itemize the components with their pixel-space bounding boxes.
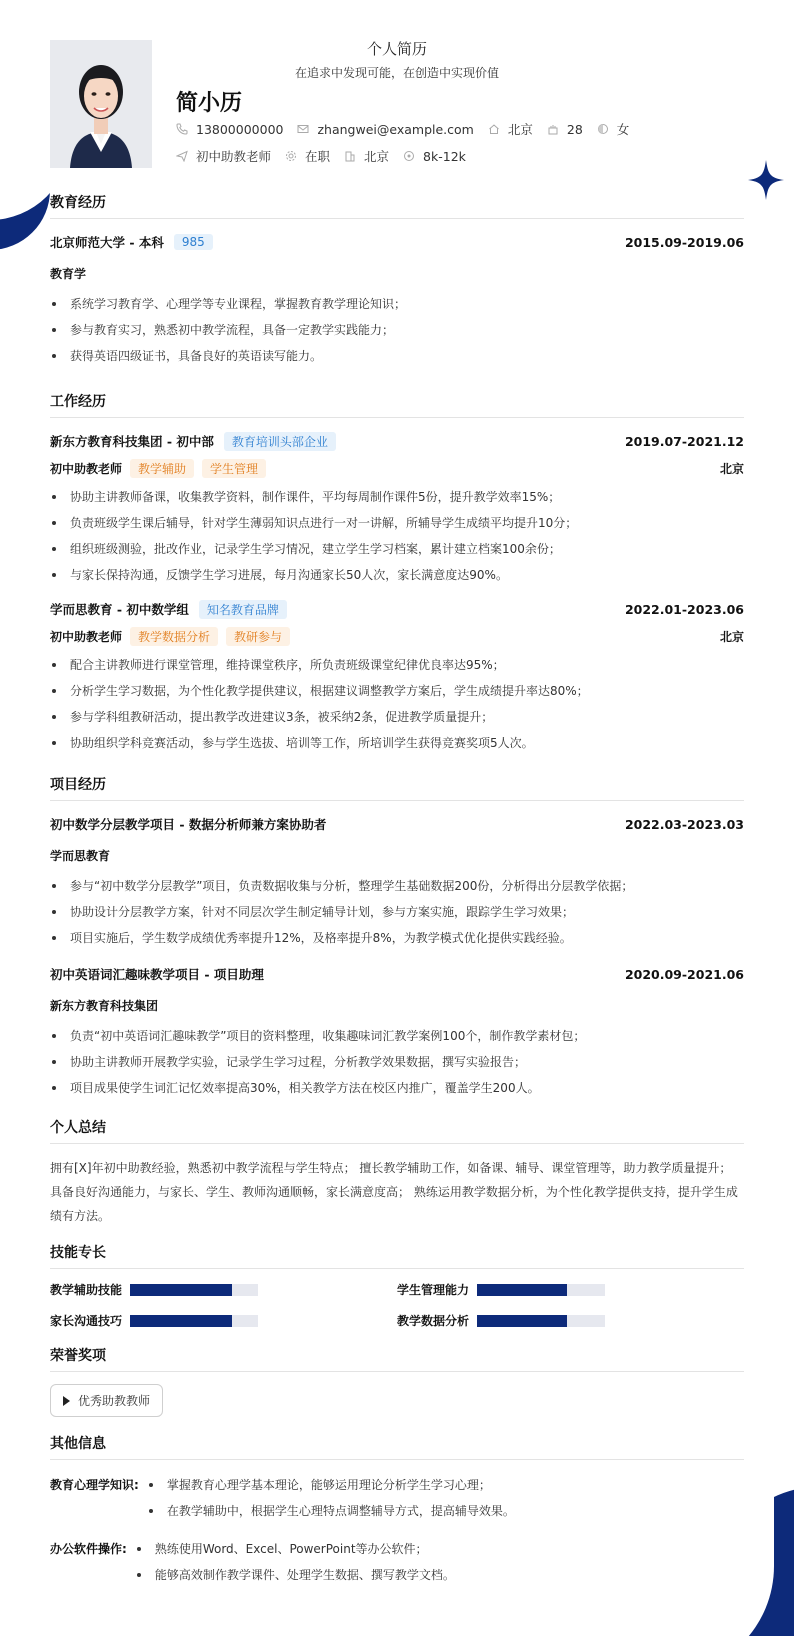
company-name: 学而思教育 - 初中数学组 (50, 602, 189, 617)
section-title: 项目经历 (50, 774, 744, 801)
project-entry (50, 963, 744, 1101)
resume-page (50, 28, 744, 1600)
entry-header (50, 231, 744, 253)
bullet-list (50, 1023, 744, 1101)
bullet-list (135, 1536, 455, 1588)
phone-icon (176, 123, 188, 135)
list-item: 系统学习教育学、心理学等专业课程，掌握教育教学理论知识； (50, 291, 744, 317)
company-tag: 知名教育品牌 (199, 600, 287, 619)
list-item: 负责“初中英语词汇趣味教学”项目的资料整理，收集趣味词汇教学案例100个，制作教学素材包； (50, 1023, 744, 1049)
other-info-block (50, 1536, 744, 1588)
skill-bar-fill (477, 1315, 567, 1327)
entry-subheader-left (50, 459, 266, 478)
bullet-list (50, 291, 744, 369)
role-tag: 教学数据分析 (130, 627, 218, 646)
gear-icon (285, 150, 297, 162)
list-item: 项目实施后，学生数学成绩优秀率提升12%，及格率提升8%，为教学模式优化提供实践经验。 (50, 925, 744, 951)
list-item: 参与“初中数学分层教学”项目，负责数据收集与分析，整理学生基础数据200份，分析得出分层教学依据； (50, 873, 744, 899)
skill-label: 教学数据分析 (397, 1314, 470, 1328)
education-entry (50, 231, 744, 369)
skill-bar-fill (477, 1284, 567, 1296)
project-entry (50, 813, 744, 951)
entry-subheader-left (50, 627, 290, 646)
other-info-label: 教育心理学知识: (50, 1478, 139, 1492)
project-name: 初中数学分层教学项目 - 数据分析师兼方案协助者 (50, 817, 327, 832)
age-icon (547, 123, 559, 135)
job-role: 初中助教老师 (50, 461, 123, 476)
phone-text: 13800000000 (196, 121, 284, 137)
city-text: 北京 (507, 122, 533, 137)
bullet-list (50, 873, 744, 951)
work-section (50, 391, 744, 756)
phone-item (176, 122, 283, 137)
status-text: 在职 (305, 149, 331, 164)
list-item: 熟练使用Word、Excel、PowerPoint等办公软件； (135, 1536, 455, 1562)
skill-bar (477, 1284, 605, 1296)
target-city-text: 北京 (364, 149, 390, 164)
summary-text: 拥有[X]年初中助教经验，熟悉初中教学流程与学生特点； 擅长教学辅助工作，如备课、辅导、课堂管理等，助力教学质量提升； 具备良好沟通能力，与家长、学生、教师沟通顺畅，家长满意度高； 熟练运用教学数据分析，为个性化教学提供支持，提升学生成绩有方法。 (50, 1161, 738, 1223)
play-icon (63, 1396, 70, 1406)
entry-header (50, 963, 744, 985)
list-item: 组织班级测验，批改作业，记录学生学习情况，建立学生学习档案，累计建立档案100余份； (50, 536, 744, 562)
candidate-name: 简小历 (176, 91, 243, 116)
coin-icon (403, 150, 415, 162)
awards-section (50, 1345, 744, 1433)
entry-header-left (50, 600, 287, 619)
section-title: 技能专长 (50, 1242, 744, 1269)
age-item (547, 122, 583, 137)
profile-photo (50, 40, 152, 168)
list-item: 参与教育实习，熟悉初中教学流程，具备一定教学实践能力； (50, 317, 744, 343)
job-intent-row (176, 147, 480, 165)
bullet-list (50, 652, 744, 756)
education-section (50, 192, 744, 369)
award-item (50, 1384, 163, 1417)
summary-section (50, 1117, 744, 1228)
home-icon (488, 123, 500, 135)
entry-header-left (50, 233, 213, 251)
company-tag: 教育培训头部企业 (224, 432, 336, 451)
list-item: 协助设计分层教学方案，针对不同层次学生制定辅导计划，参与方案实施，跟踪学生学习效果； (50, 899, 744, 925)
job-location: 北京 (719, 461, 744, 476)
section-title: 荣誉奖项 (50, 1345, 744, 1372)
mail-icon (297, 123, 309, 135)
section-title: 个人总结 (50, 1117, 744, 1144)
section-title: 工作经历 (50, 391, 744, 418)
skill-item (397, 1312, 744, 1329)
skill-label: 家长沟通技巧 (50, 1314, 123, 1328)
section-title: 教育经历 (50, 192, 744, 219)
skill-label: 学生管理能力 (397, 1283, 470, 1297)
avatar-illustration (50, 40, 152, 168)
work-entry (50, 598, 744, 756)
contact-row (176, 120, 643, 138)
list-item: 配合主讲教师进行课堂管理，维持课堂秩序，所负责班级课堂纪律优良率达95%； (50, 652, 744, 678)
skill-bar-fill (130, 1284, 232, 1296)
entry-subheader (50, 843, 744, 867)
project-org: 学而思教育 (50, 848, 111, 863)
list-item: 协助主讲教师备课，收集教学资料，制作课件，平均每周制作课件5份，提升教学效率15%； (50, 484, 744, 510)
skill-label: 教学辅助技能 (50, 1283, 123, 1297)
list-item: 项目成果使学生词汇记忆效率提高30%，相关教学方法在校区内推广，覆盖学生200人。 (50, 1075, 744, 1101)
send-icon (176, 150, 188, 162)
gender-text: 女 (616, 122, 630, 137)
entry-header (50, 430, 744, 452)
email-item (297, 122, 473, 137)
salary-item (403, 149, 466, 164)
job-target-text: 初中助教老师 (196, 149, 272, 164)
other-section (50, 1433, 744, 1588)
email-text: zhangwei@example.com (317, 121, 474, 137)
list-item: 掌握教育心理学基本理论，能够运用理论分析学生学习心理； (147, 1472, 515, 1498)
skill-bar (130, 1315, 258, 1327)
skill-item (397, 1281, 744, 1298)
skill-item (50, 1281, 397, 1298)
major: 教育学 (50, 266, 87, 281)
city-item (488, 120, 533, 138)
star-icon (748, 160, 784, 200)
school-tag: 985 (174, 234, 213, 250)
list-item: 与家长保持沟通，反馈学生学习进展，每月沟通家长50人次，家长满意度达90%。 (50, 562, 744, 588)
role-tag: 教研参与 (226, 627, 290, 646)
gender-item (597, 120, 630, 138)
list-item: 负责班级学生课后辅导，针对学生薄弱知识点进行一对一讲解，所辅导学生成绩平均提升10分； (50, 510, 744, 536)
section-title: 其他信息 (50, 1433, 744, 1460)
list-item: 能够高效制作教学课件、处理学生数据、撰写教学文档。 (135, 1562, 455, 1588)
document-title: 个人简历 (366, 40, 427, 58)
entry-date: 2022.03-2023.03 (624, 816, 744, 832)
list-item: 分析学生学习数据，为个性化教学提供建议，根据建议调整教学方案后，学生成绩提升率达80%； (50, 678, 744, 704)
entry-header (50, 813, 744, 835)
entry-date: 2022.01-2023.06 (624, 601, 744, 617)
age-text: 28 (566, 121, 583, 137)
status-item (285, 147, 330, 165)
project-name: 初中英语词汇趣味教学项目 - 项目助理 (50, 967, 264, 982)
role-tag: 学生管理 (202, 459, 266, 478)
skill-bar (477, 1315, 605, 1327)
school-name: 北京师范大学 - 本科 (50, 235, 164, 250)
gender-icon (597, 123, 609, 135)
entry-date: 2019.07-2021.12 (624, 433, 744, 449)
entry-header-left (50, 432, 336, 451)
bullet-list (147, 1472, 515, 1524)
award-label: 优秀助教教师 (78, 1394, 151, 1408)
skill-item (50, 1312, 397, 1329)
bullet-list (50, 484, 744, 588)
entry-date: 2020.09-2021.06 (624, 966, 744, 982)
entry-subheader (50, 261, 744, 285)
list-item: 参与学科组教研活动，提出教学改进建议3条，被采纳2条，促进教学质量提升； (50, 704, 744, 730)
company-name: 新东方教育科技集团 - 初中部 (50, 434, 214, 449)
entry-date: 2015.09-2019.06 (624, 234, 744, 250)
skills-grid (50, 1281, 744, 1329)
entry-subheader (50, 993, 744, 1017)
list-item: 协助组织学科竞赛活动，参与学生选拔、培训等工作，所培训学生获得竞赛奖项5人次。 (50, 730, 744, 756)
project-org: 新东方教育科技集团 (50, 998, 159, 1013)
job-location: 北京 (719, 629, 744, 644)
job-target-item (176, 147, 271, 165)
projects-section (50, 774, 744, 1101)
skill-bar (130, 1284, 258, 1296)
resume-header (50, 28, 744, 188)
skills-section (50, 1242, 744, 1329)
entry-subheader (50, 456, 744, 480)
list-item: 在教学辅助中，根据学生心理特点调整辅导方式，提高辅导效果。 (147, 1498, 515, 1524)
entry-subheader (50, 624, 744, 648)
entry-header (50, 598, 744, 620)
list-item: 获得英语四级证书，具备良好的英语读写能力。 (50, 343, 744, 369)
building-icon (344, 150, 356, 162)
list-item: 协助主讲教师开展教学实验，记录学生学习过程，分析教学效果数据，撰写实验报告； (50, 1049, 744, 1075)
role-tag: 教学辅助 (130, 459, 194, 478)
target-city-item (344, 147, 389, 165)
skill-bar-fill (130, 1315, 232, 1327)
other-info-block (50, 1472, 744, 1524)
other-info-label: 办公软件操作: (50, 1542, 127, 1556)
salary-text: 8k-12k (423, 148, 466, 164)
motto: 在追求中发现可能，在创造中实现价值 (294, 66, 499, 80)
job-role: 初中助教老师 (50, 629, 123, 644)
work-entry (50, 430, 744, 588)
